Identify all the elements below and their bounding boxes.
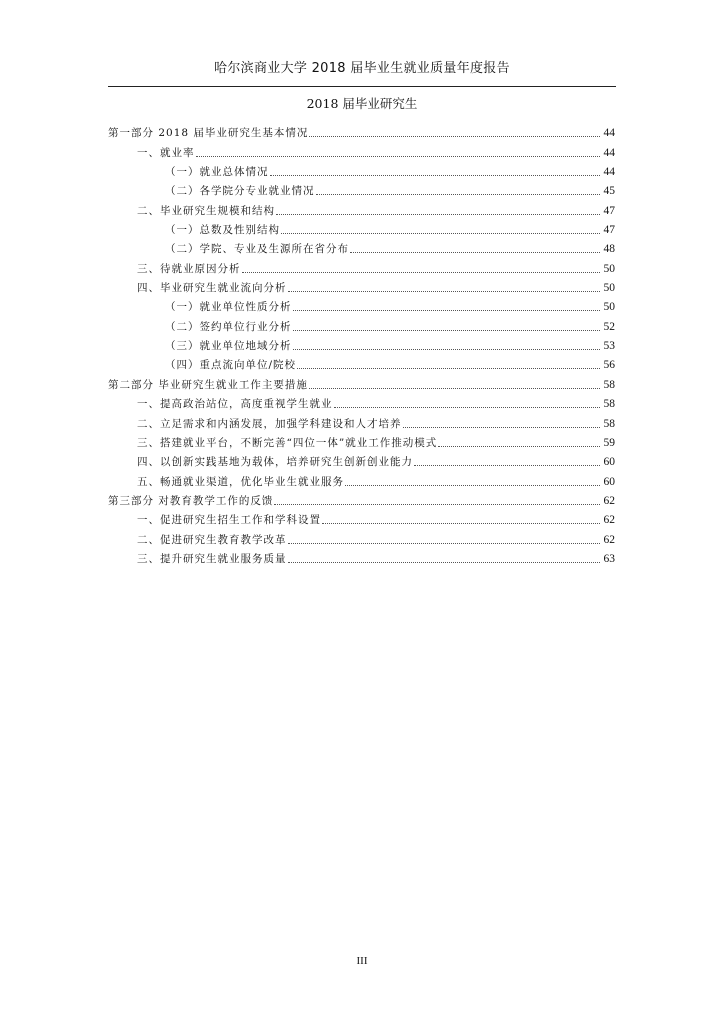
toc-entry[interactable] <box>108 547 615 566</box>
toc-entry[interactable] <box>108 198 615 217</box>
toc-entry-page: 62 <box>603 514 615 527</box>
toc-entry-page: 44 <box>603 127 615 140</box>
toc-entry-page: 58 <box>603 378 615 391</box>
toc-entry[interactable] <box>108 489 615 508</box>
toc-entry[interactable] <box>108 179 615 198</box>
toc-dot-leader <box>334 406 601 408</box>
toc-entry[interactable] <box>108 450 615 469</box>
toc-entry-page: 45 <box>603 185 615 198</box>
toc-entry-title: （四）重点流向单位/院校 <box>165 359 297 372</box>
toc-entry-page: 47 <box>603 204 615 217</box>
toc-entry-title: 四、以创新实践基地为载体，培养研究生创新创业能力 <box>137 456 413 469</box>
toc-dot-leader <box>414 464 600 466</box>
toc-dot-leader <box>274 503 600 505</box>
toc-entry[interactable] <box>108 314 615 333</box>
toc-entry[interactable] <box>108 392 615 411</box>
toc-entry-page: 62 <box>603 494 615 507</box>
toc-entry-page: 47 <box>603 224 615 237</box>
toc-entry[interactable] <box>108 160 615 179</box>
toc-entry[interactable] <box>108 295 615 314</box>
toc-entry-title: 五、畅通就业渠道，优化毕业生就业服务 <box>137 475 344 488</box>
toc-dot-leader <box>297 367 600 369</box>
toc-entry-title: 三、提升研究生就业服务质量 <box>137 552 287 565</box>
toc-dot-leader <box>309 387 600 389</box>
toc-entry[interactable] <box>108 411 615 430</box>
toc-entry[interactable] <box>108 334 615 353</box>
toc-entry[interactable] <box>108 527 615 546</box>
toc-entry-page: 62 <box>603 533 615 546</box>
toc-entry-title: 一、提高政治站位，高度重视学生就业 <box>137 398 333 411</box>
toc-entry-title: （二）学院、专业及生源所在省分布 <box>165 243 349 256</box>
toc-entry-page: 48 <box>603 243 615 256</box>
toc-dot-leader <box>196 155 601 157</box>
toc-entry-page: 59 <box>603 436 615 449</box>
toc-dot-leader <box>438 445 600 447</box>
toc-entry-title: （二）签约单位行业分析 <box>165 320 292 333</box>
toc-dot-leader <box>293 309 601 311</box>
toc-entry[interactable] <box>108 372 615 391</box>
header-divider <box>108 86 616 87</box>
toc-dot-leader <box>270 174 601 176</box>
toc-entry-page: 50 <box>603 301 615 314</box>
toc-entry-title: 二、毕业研究生规模和结构 <box>137 204 275 217</box>
toc-entry[interactable] <box>108 469 615 488</box>
toc-dot-leader <box>276 213 600 215</box>
toc-entry-title: 第二部分 毕业研究生就业工作主要措施 <box>108 378 308 391</box>
toc-entry-title: 二、立足需求和内涵发展，加强学科建设和人才培养 <box>137 417 402 430</box>
page-header: 哈尔滨商业大学 2018 届毕业生就业质量年度报告 <box>214 61 510 76</box>
toc-entry-title: 三、搭建就业平台，不断完善“四位一体”就业工作推动模式 <box>137 436 438 449</box>
table-of-contents <box>108 121 615 566</box>
toc-entry-page: 50 <box>603 262 615 275</box>
toc-entry-title: 三、待就业原因分析 <box>137 262 241 275</box>
page-number: III <box>356 955 368 967</box>
toc-dot-leader <box>288 561 601 563</box>
toc-entry-title: （二）各学院分专业就业情况 <box>165 185 315 198</box>
toc-dot-leader <box>345 484 600 486</box>
toc-dot-leader <box>322 522 600 524</box>
toc-entry[interactable] <box>108 121 615 140</box>
toc-entry-page: 58 <box>603 417 615 430</box>
toc-entry-page: 60 <box>603 475 615 488</box>
toc-entry-page: 56 <box>603 359 615 372</box>
toc-entry[interactable] <box>108 353 615 372</box>
toc-dot-leader <box>288 290 601 292</box>
toc-entry-page: 63 <box>603 552 615 565</box>
toc-entry-page: 44 <box>603 166 615 179</box>
toc-entry[interactable] <box>108 237 615 256</box>
toc-entry[interactable] <box>108 140 615 159</box>
toc-entry[interactable] <box>108 218 615 237</box>
toc-dot-leader <box>309 135 600 137</box>
toc-entry-title: 二、促进研究生教育教学改革 <box>137 533 287 546</box>
toc-entry[interactable] <box>108 431 615 450</box>
section-title: 2018 届毕业研究生 <box>306 96 418 111</box>
toc-entry[interactable] <box>108 276 615 295</box>
toc-dot-leader <box>316 193 601 195</box>
toc-entry-title: 第一部分 2018 届毕业研究生基本情况 <box>108 127 309 140</box>
toc-entry-page: 60 <box>603 456 615 469</box>
toc-dot-leader <box>293 348 601 350</box>
toc-entry-page: 50 <box>603 282 615 295</box>
toc-entry[interactable] <box>108 256 615 275</box>
toc-entry-page: 52 <box>603 320 615 333</box>
toc-entry-title: （一）就业总体情况 <box>165 166 269 179</box>
toc-dot-leader <box>350 251 600 253</box>
toc-entry-title: 一、促进研究生招生工作和学科设置 <box>137 514 321 527</box>
toc-dot-leader <box>242 271 601 273</box>
toc-entry-page: 44 <box>603 146 615 159</box>
toc-entry-page: 53 <box>603 340 615 353</box>
toc-entry-title: 四、毕业研究生就业流向分析 <box>137 282 287 295</box>
toc-entry-page: 58 <box>603 398 615 411</box>
toc-dot-leader <box>293 329 601 331</box>
toc-entry-title: （一）就业单位性质分析 <box>165 301 292 314</box>
toc-dot-leader <box>288 542 601 544</box>
toc-entry-title: 一、就业率 <box>137 146 195 159</box>
toc-entry-title: 第三部分 对教育教学工作的反馈 <box>108 494 274 507</box>
toc-entry-title: （三）就业单位地域分析 <box>165 340 292 353</box>
toc-dot-leader <box>281 232 600 234</box>
toc-dot-leader <box>403 426 601 428</box>
toc-entry-title: （一）总数及性别结构 <box>165 224 280 237</box>
toc-entry[interactable] <box>108 508 615 527</box>
